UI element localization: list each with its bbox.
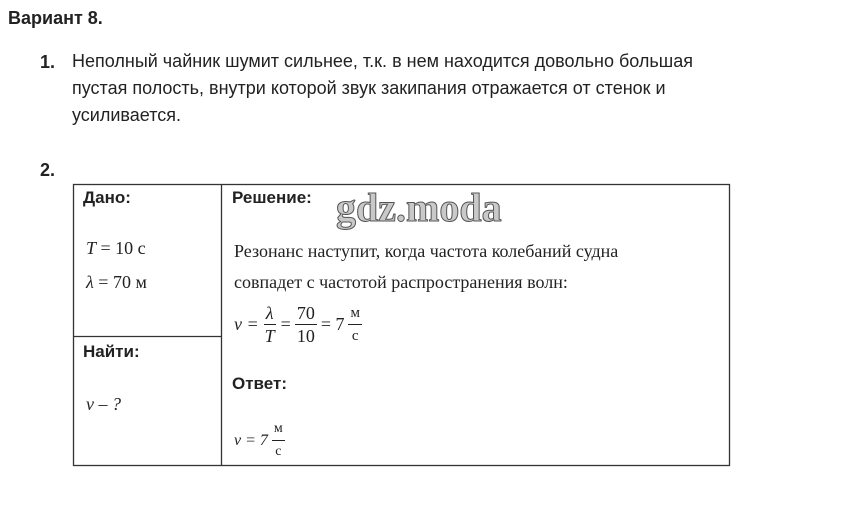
task-1-line: пустая полость, внутри которой звук закипания отражается от стенок и	[72, 78, 666, 98]
answer-value: ν = 7	[234, 431, 268, 449]
solution-line: совпадет с частотой распространения волн:	[234, 272, 568, 292]
unit-denominator: с	[351, 328, 359, 344]
unit-numerator: м	[348, 302, 362, 325]
task-1-line: усиливается.	[72, 105, 181, 125]
task-number: 2.	[40, 160, 56, 180]
fraction-values	[295, 302, 317, 347]
given-value: = 10 с	[96, 238, 146, 258]
answer-unit-fraction	[272, 418, 285, 463]
given-header: Дано:	[83, 188, 131, 207]
page-title: Вариант 8.	[8, 8, 103, 28]
formula	[234, 302, 362, 347]
given-item	[86, 238, 146, 259]
find-header: Найти:	[83, 342, 140, 361]
formula-lhs: ν =	[234, 314, 259, 334]
given-symbol: T	[86, 238, 97, 258]
given-value: = 70 м	[93, 272, 147, 292]
task-1-line: Неполный чайник шумит сильнее, т.к. в нем находится довольно большая	[72, 51, 693, 71]
unit-numerator: м	[272, 418, 285, 441]
given-item	[86, 272, 147, 293]
formula-result: = 7	[320, 314, 345, 334]
task-number: 1.	[40, 52, 56, 72]
fraction-numerator: λ	[265, 303, 274, 323]
answer-header: Ответ:	[232, 374, 287, 393]
fraction-lambda-over-t	[263, 302, 277, 347]
equals-sign: =	[280, 314, 291, 334]
watermark-logo: gdz.moda	[336, 185, 502, 230]
fraction-denominator: 10	[296, 326, 315, 346]
unit-fraction	[348, 302, 362, 347]
answer-formula	[234, 418, 285, 463]
given-symbol: λ	[86, 272, 94, 292]
fraction-denominator: T	[264, 326, 275, 346]
solution-text	[234, 236, 618, 298]
solution-line: Резонанс наступит, когда частота колебаний судна	[234, 241, 619, 261]
find-value: ν – ?	[86, 394, 121, 414]
fraction-numerator: 70	[296, 303, 315, 323]
solution-header: Решение:	[232, 188, 312, 207]
unit-denominator: с	[275, 444, 282, 459]
